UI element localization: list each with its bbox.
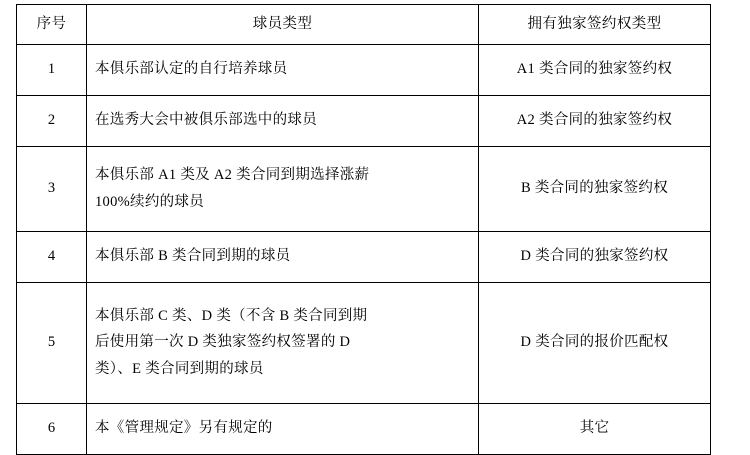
row-index: 6 xyxy=(17,403,87,454)
table-row xyxy=(17,231,711,282)
row-right-type: 其它 xyxy=(479,403,711,454)
row-right-type: D 类合同的报价匹配权 xyxy=(479,282,711,403)
row-player-type-line: 类）、E 类合同到期的球员 xyxy=(95,361,264,378)
table-row xyxy=(17,282,711,403)
column-header-exclusive-right-type: 拥有独家签约权类型 xyxy=(479,5,711,45)
column-header-player-type: 球员类型 xyxy=(87,5,479,45)
exclusive-signing-rights-table xyxy=(16,4,711,455)
row-player-type-line: 后使用第一次 D 类独家签约权签署的 D xyxy=(95,334,351,351)
row-player-type-line: 本《管理规定》另有规定的 xyxy=(95,420,273,437)
table-header xyxy=(17,5,711,45)
table-row xyxy=(17,95,711,146)
row-index: 1 xyxy=(17,44,87,95)
row-player-type-line: 本俱乐部 B 类合同到期的球员 xyxy=(95,248,291,265)
table-header-row xyxy=(17,5,711,45)
row-player-type xyxy=(87,146,479,231)
table-row xyxy=(17,146,711,231)
row-index: 5 xyxy=(17,282,87,403)
row-player-type xyxy=(87,44,479,95)
table-body xyxy=(17,44,711,454)
row-player-type-line: 本俱乐部 A1 类及 A2 类合同到期选择涨薪 xyxy=(95,167,370,183)
row-player-type xyxy=(87,231,479,282)
row-player-type-line: 在选秀大会中被俱乐部选中的球员 xyxy=(95,112,317,129)
document-page xyxy=(0,4,750,437)
row-right-type: A2 类合同的独家签约权 xyxy=(479,95,711,146)
row-player-type xyxy=(87,403,479,454)
column-header-index: 序号 xyxy=(17,5,87,45)
row-player-type-line: 本俱乐部 C 类、D 类（不含 B 类合同到期 xyxy=(95,307,368,324)
row-right-type: D 类合同的独家签约权 xyxy=(479,231,711,282)
row-right-type: A1 类合同的独家签约权 xyxy=(479,44,711,95)
row-index: 3 xyxy=(17,146,87,231)
table-row xyxy=(17,44,711,95)
row-player-type-line: 100%续约的球员 xyxy=(95,193,205,210)
row-player-type xyxy=(87,282,479,403)
row-player-type xyxy=(87,95,479,146)
row-right-type: B 类合同的独家签约权 xyxy=(479,146,711,231)
row-index: 2 xyxy=(17,95,87,146)
row-player-type-line: 本俱乐部认定的自行培养球员 xyxy=(95,61,288,78)
table-row xyxy=(17,403,711,454)
row-index: 4 xyxy=(17,231,87,282)
